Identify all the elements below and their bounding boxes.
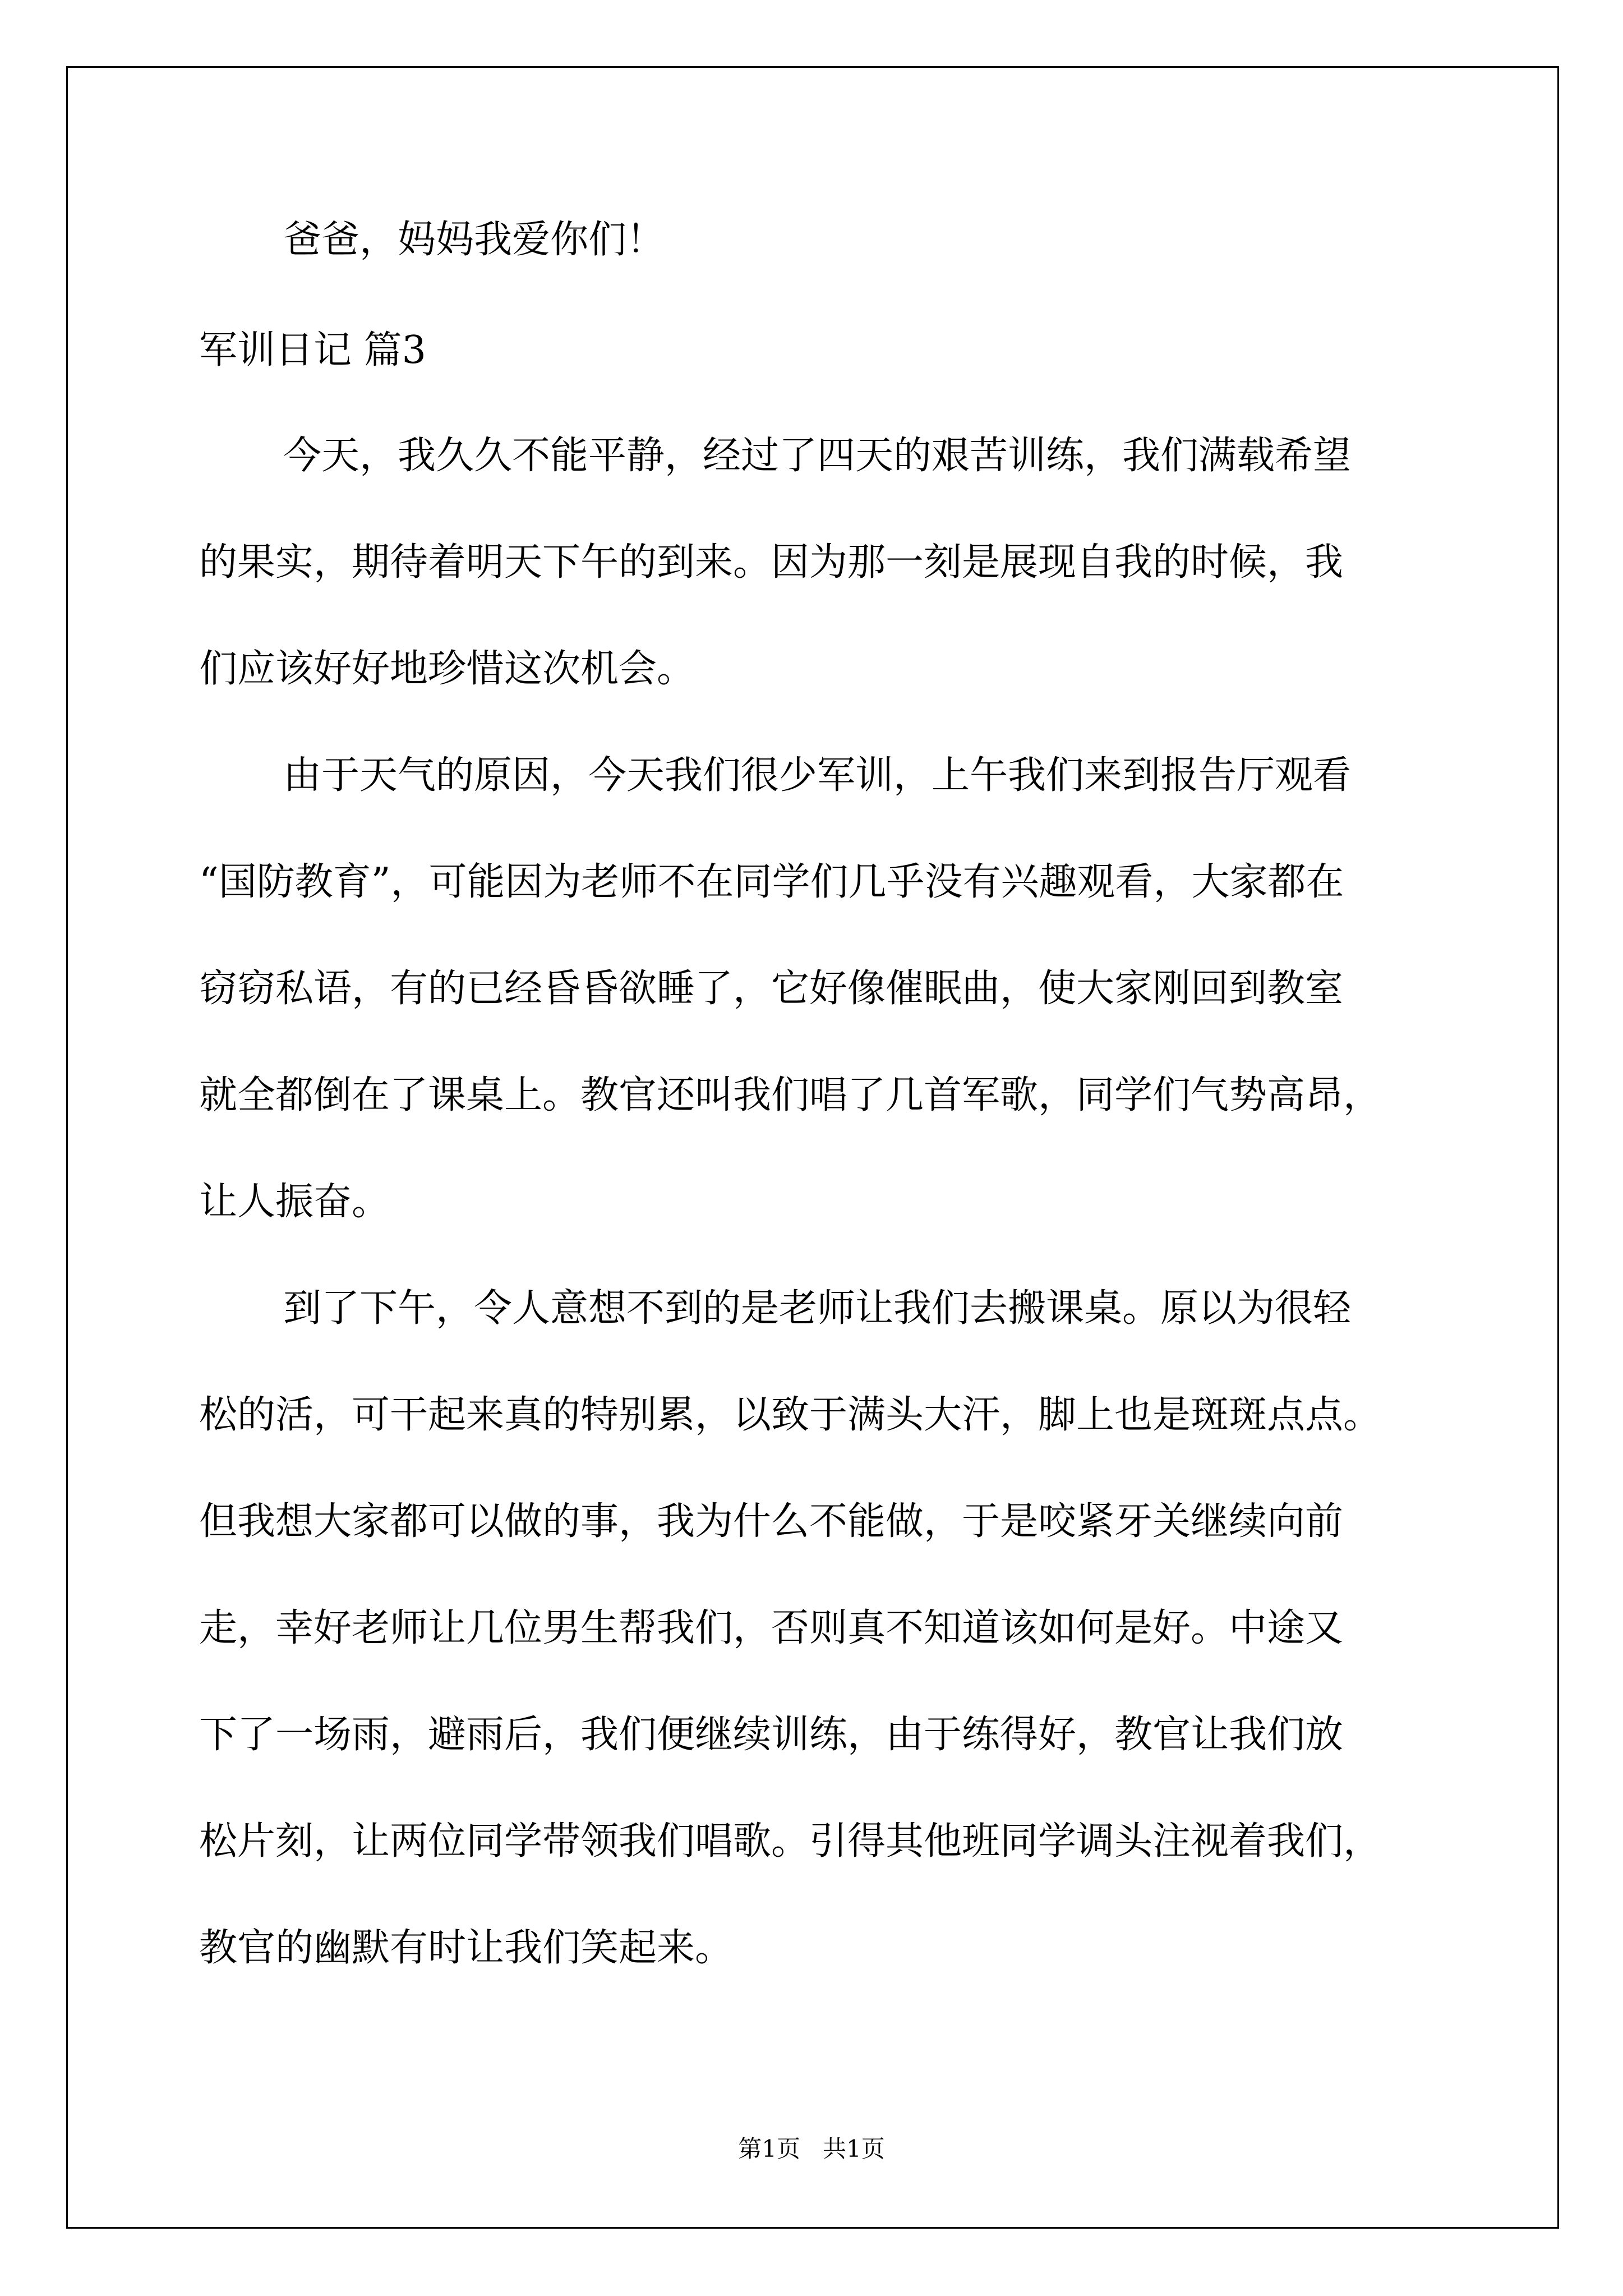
paragraph-line: 窃窃私语，有的已经昏昏欲睡了，它好像催眠曲，使大家刚回到教室 [199, 967, 1344, 1011]
paragraph-line: 由于天气的原因，今天我们很少军训，上午我们来到报告厅观看 [283, 753, 1352, 798]
section-heading: 军训日记 篇3 [199, 328, 426, 372]
paragraph-line: 的果实，期待着明天下午的到来。因为那一刻是展现自我的时候，我 [199, 540, 1344, 585]
paragraph-line: 下了一场雨，避雨后，我们便继续训练，由于练得好，教官让我们放 [199, 1713, 1344, 1757]
paragraph-line: 教官的幽默有时让我们笑起来。 [199, 1926, 734, 1970]
paragraph-line: 到了下午，令人意想不到的是老师让我们去搬课桌。原以为很轻 [283, 1286, 1352, 1331]
paragraph-line: 们应该好好地珍惜这次机会。 [199, 647, 695, 691]
paragraph-line: 但我想大家都可以做的事，我为什么不能做，于是咬紧牙关继续向前 [199, 1499, 1344, 1544]
opening-line: 爸爸，妈妈我爱你们！ [283, 218, 665, 262]
paragraph-line: 让人振奋。 [199, 1180, 390, 1224]
paragraph-line: 就全都倒在了课桌上。教官还叫我们唱了几首军歌，同学们气势高昂， [199, 1073, 1382, 1117]
paragraph-line: 松片刻，让两位同学带领我们唱歌。引得其他班同学调头注视着我们， [199, 1819, 1382, 1864]
paragraph-line: 松的活，可干起来真的特别累，以致于满头大汗，脚上也是斑斑点点。 [199, 1393, 1382, 1437]
page-border [66, 66, 1559, 2229]
paragraph-line: 走，幸好老师让几位男生帮我们，否则真不知道该如何是好。中途又 [199, 1606, 1344, 1650]
paragraph-line: “国防教育”，可能因为老师不在同学们几乎没有兴趣观看，大家都在 [199, 860, 1344, 904]
paragraph-line: 今天，我久久不能平静，经过了四天的艰苦训练，我们满载希望 [283, 434, 1352, 478]
page-footer: 第1页 共1页 [738, 2135, 885, 2162]
